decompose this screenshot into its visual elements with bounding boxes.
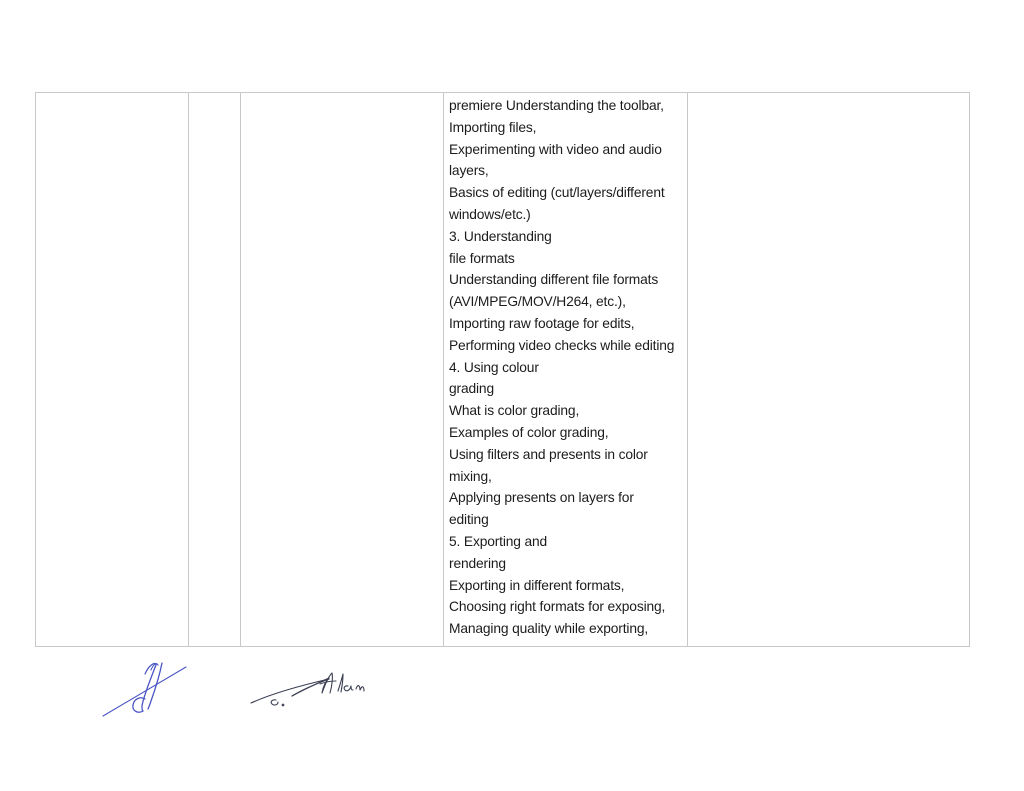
content-line: Understanding different file formats [449, 272, 659, 288]
table-cell-course-content [444, 93, 688, 646]
content-line: Examples of color grading, [449, 424, 609, 440]
content-line: Exporting in different formats, [449, 577, 625, 593]
content-line: rendering [449, 555, 506, 571]
content-line: grading [449, 381, 494, 397]
table-cell-empty-left [36, 93, 189, 646]
content-line: (AVI/MPEG/MOV/H264, etc.), [449, 294, 626, 310]
content-line: windows/etc.) [449, 206, 531, 222]
content-line: Managing quality while exporting, [449, 621, 649, 637]
content-line: premiere Understanding the toolbar, [449, 98, 664, 113]
handwritten-alam-signature [245, 660, 370, 710]
content-line: Choosing right formats for exposing, [449, 599, 666, 615]
handwritten-initials-signature [95, 656, 195, 722]
content-line: Using filters and presents in color [449, 446, 648, 462]
content-line: mixing, [449, 468, 492, 484]
table-cell-empty-middle [241, 93, 444, 646]
table-cell-empty-number [189, 93, 241, 646]
content-line: editing [449, 512, 489, 528]
content-line: Basics of editing (cut/layers/different [449, 185, 665, 201]
content-line: Importing files, [449, 119, 537, 135]
course-content-table [35, 92, 970, 647]
content-line: What is color grading, [449, 403, 580, 419]
table-cell-empty-right [688, 93, 969, 646]
content-line: 3. Understanding [449, 228, 552, 244]
content-line: layers, [449, 163, 489, 179]
content-line: Applying presents on layers for [449, 490, 634, 506]
content-line: Importing raw footage for edits, [449, 315, 635, 331]
content-line: file formats [449, 250, 515, 266]
content-line: 4. Using colour [449, 359, 539, 375]
content-line: Performing video checks while editing [449, 337, 675, 353]
content-line: 5. Exporting and [449, 533, 548, 549]
content-line: Experimenting with video and audio [449, 141, 662, 157]
